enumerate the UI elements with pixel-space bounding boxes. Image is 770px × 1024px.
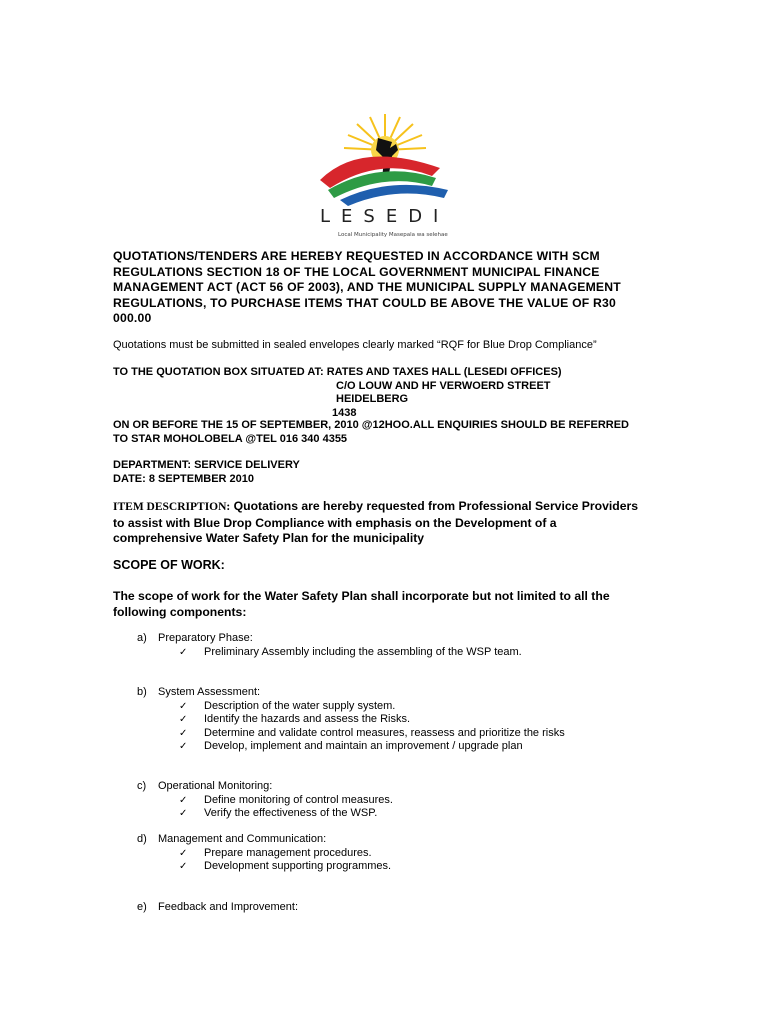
check-icon: ✓ <box>179 741 188 752</box>
scope-text <box>113 589 658 620</box>
item-description-line-1: Quotations are hereby requested from Professional Service Providers <box>230 499 639 513</box>
heading-line: REGULATIONS, TO PURCHASE ITEMS THAT COULD BE ABOVE THE VALUE OF R30 <box>113 295 616 310</box>
section-title: Operational Monitoring: <box>158 780 273 792</box>
quotation-box-address <box>113 366 658 420</box>
department: DEPARTMENT: SERVICE DELIVERY <box>113 459 300 471</box>
heading-line: QUOTATIONS/TENDERS ARE HEREBY REQUESTED IN ACCORDANCE WITH SCM <box>113 249 600 263</box>
section-system-assessment <box>137 686 565 754</box>
deadline-enquiries <box>113 419 658 446</box>
list-item: ✓ Description of the water supply system. <box>179 699 396 712</box>
heading-line: 000.00 <box>113 311 152 325</box>
section-letter: c) <box>137 780 147 792</box>
item-description-line-2: to assist with Blue Drop Compliance with emphasis on the Development of a <box>113 515 557 530</box>
tender-heading <box>113 249 658 327</box>
section-title: Management and Communication: <box>158 833 327 845</box>
item-description-label: ITEM DESCRIPTION: <box>113 501 231 513</box>
list-item: ✓ Develop, implement and maintain an improvement / upgrade plan <box>179 740 523 752</box>
section-title: Feedback and Improvement: <box>158 901 299 913</box>
scope-title: SCOPE OF WORK: <box>113 558 225 572</box>
check-icon: ✓ <box>179 847 188 859</box>
scope-text-line: following components: <box>113 604 247 619</box>
check-icon: ✓ <box>179 714 188 725</box>
section-letter: e) <box>137 901 147 913</box>
section-letter: d) <box>137 833 147 845</box>
list-item: ✓ Prepare management procedures. <box>179 846 372 859</box>
list-item: ✓ Preliminary Assembly including the assembling of the WSP team. <box>179 645 522 658</box>
item-description <box>113 499 658 547</box>
check-icon: ✓ <box>179 700 188 712</box>
list-item: ✓ Determine and validate control measures, reassess and prioritize the risks <box>179 726 565 739</box>
deadline-line: ON OR BEFORE THE 15 OF SEPTEMBER, 2010 @12HOO.ALL ENQUIRIES SHOULD BE REFERRED <box>113 419 630 431</box>
address-line-4: 1438 <box>332 406 357 419</box>
list-item: ✓ Development supporting programmes. <box>179 860 392 872</box>
item-description-line-3: comprehensive Water Safety Plan for the municipality <box>113 531 425 545</box>
section-management-communication <box>137 833 391 874</box>
quotation-box-label: TO THE QUOTATION BOX SITUATED AT: <box>113 366 324 378</box>
section-feedback-improvement <box>137 901 298 915</box>
sun-landscape-emblem <box>300 110 470 240</box>
check-icon: ✓ <box>179 646 188 658</box>
check-icon: ✓ <box>179 861 188 872</box>
list-item: ✓ Define monitoring of control measures. <box>179 793 393 806</box>
address-line-3: HEIDELBERG <box>336 393 409 405</box>
heading-line: MANAGEMENT ACT (ACT 56 OF 2003), AND THE MUNICIPAL SUPPLY MANAGEMENT <box>113 280 621 294</box>
submission-note: Quotations must be submitted in sealed envelopes clearly marked “RQF for Blue Drop Compliance” <box>113 339 597 351</box>
lesedi-logo <box>300 110 470 240</box>
check-icon: ✓ <box>179 808 188 819</box>
date: DATE: 8 SEPTEMBER 2010 <box>113 472 255 485</box>
section-letter: b) <box>137 686 147 698</box>
check-icon: ✓ <box>179 794 188 806</box>
enquiries-line: TO STAR MOHOLOBELA @TEL 016 340 4355 <box>113 432 348 445</box>
logo-wordmark: LESEDI <box>320 206 450 227</box>
list-item: ✓ Identify the hazards and assess the Risks. <box>179 713 411 725</box>
heading-line: REGULATIONS SECTION 18 OF THE LOCAL GOVERNMENT MUNICIPAL FINANCE <box>113 264 600 279</box>
section-title: Preparatory Phase: <box>158 632 253 644</box>
address-line-2: C/O LOUW AND HF VERWOERD STREET <box>336 379 551 392</box>
section-operational-monitoring <box>137 780 393 821</box>
section-title: System Assessment: <box>158 686 261 698</box>
section-letter: a) <box>137 632 147 644</box>
logo-tagline: Local Municipality Masepala wa selehae <box>338 232 448 238</box>
section-preparatory <box>137 632 522 659</box>
department-date <box>113 459 658 486</box>
check-icon: ✓ <box>179 727 188 739</box>
address-line-1: RATES AND TAXES HALL (LESEDI OFFICES) <box>326 366 562 378</box>
scope-text-line: The scope of work for the Water Safety Plan shall incorporate but not limited to all the <box>113 589 610 603</box>
list-item: ✓ Verify the effectiveness of the WSP. <box>179 807 378 819</box>
